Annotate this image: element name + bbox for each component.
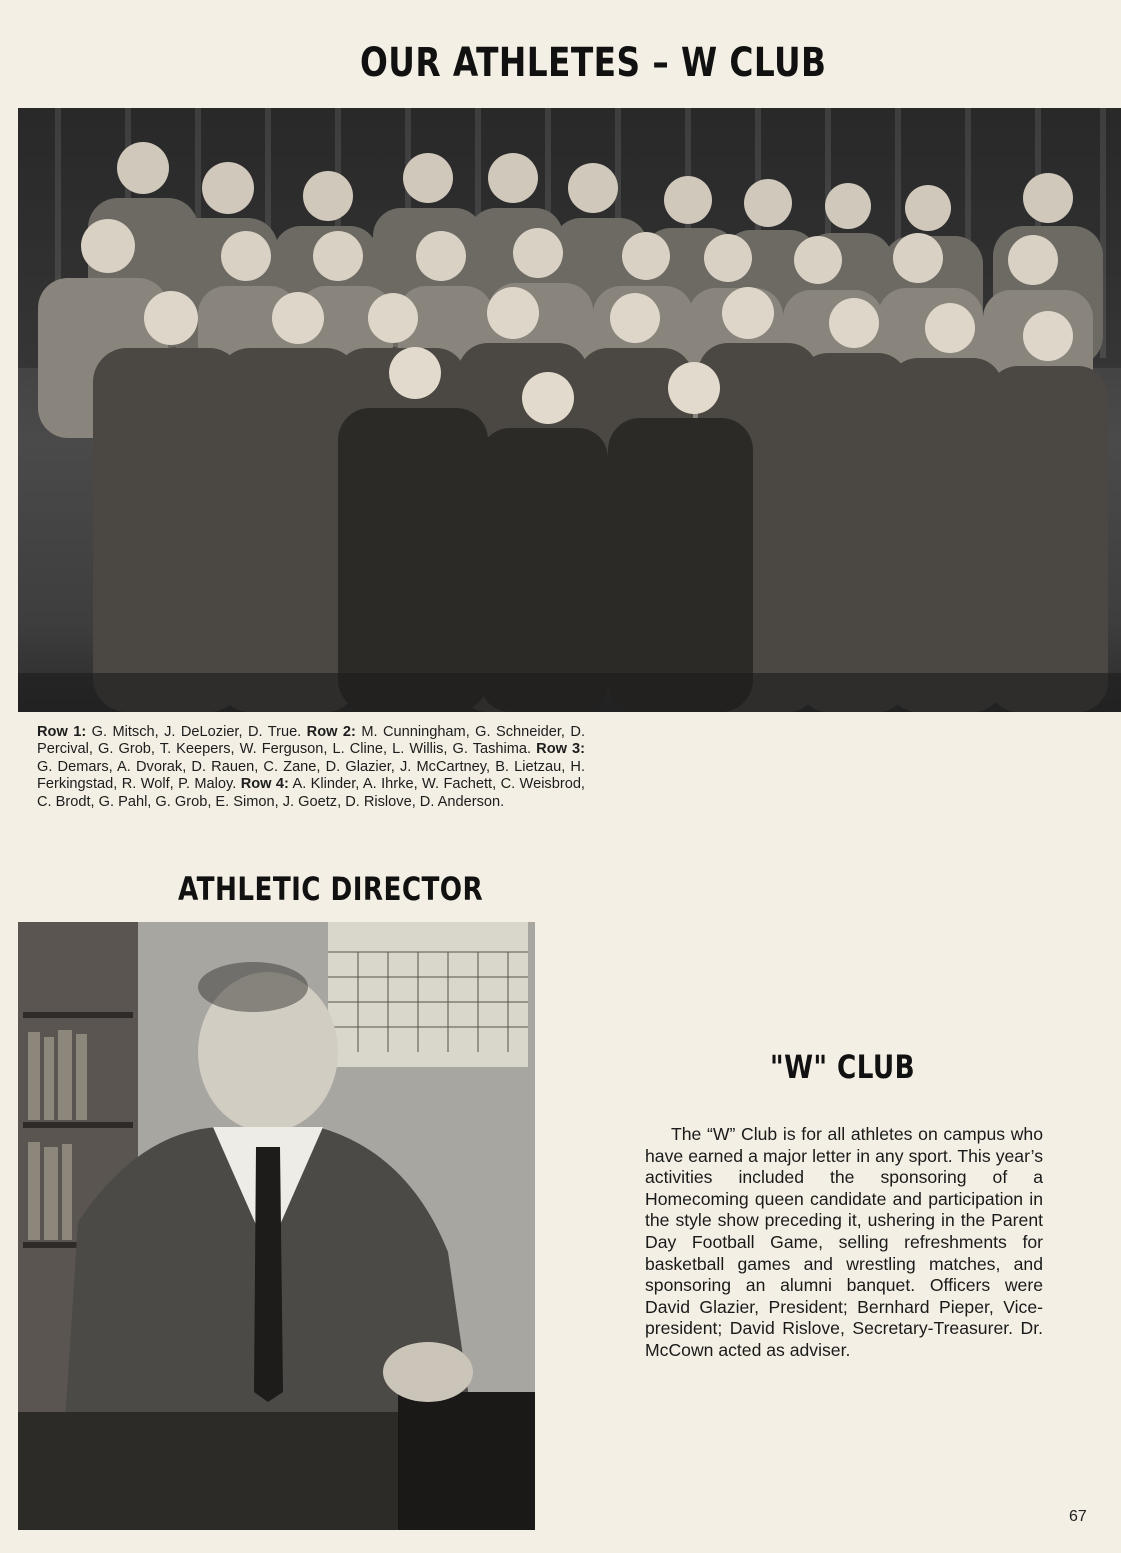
- caption-row-4-label: Row 4:: [240, 776, 289, 793]
- page-title: OUR ATHLETES – W CLUB: [360, 40, 827, 86]
- w-club-heading: "W" CLUB: [770, 1048, 916, 1086]
- team-photo-illustration: [18, 108, 1121, 712]
- w-club-description: The “W” Club is for all athletes on campus who have earned a major letter in any sport. This year’s activities included the sponsoring of a Homecoming queen candidate and participation in the style show preceding it, ushering in the Parent Day Football Game, selling refreshments for basketball games and wrestling matches, and sponsoring an alumni banquet. Officers were David Glazier, President; Bernhard Pieper, Vice-president; David Rislove, Secretary-Treasurer. Dr. McCown acted as adviser.: [645, 1124, 1043, 1360]
- caption-row-1-names: G. Mitsch, J. DeLozier, D. True.: [86, 724, 307, 740]
- page-number: 67: [1069, 1508, 1087, 1525]
- athletic-director-heading: ATHLETIC DIRECTOR: [178, 870, 484, 908]
- caption-row-3-label: Row 3:: [536, 741, 585, 758]
- caption-row-4-names: A. Klinder, A. Ihrke, W. Fachett, C. Weisbrod, C. Brodt, G. Pahl, G. Grob, E. Simon, J. Goetz, D. Rislove, D. Anderson.: [37, 776, 585, 810]
- caption-row-1-label: Row 1:: [37, 724, 87, 740]
- team-group-photo: [18, 108, 1121, 712]
- caption-row-3-names: G. Demars, A. Dvorak, D. Rauen, C. Zane, D. Glazier, J. McCartney, B. Lietzau, H. Ferkingstad, R. Wolf, P. Maloy.: [37, 758, 585, 793]
- team-photo-caption: [37, 724, 585, 811]
- athletic-director-photo: [18, 922, 535, 1530]
- caption-row-2-label: Row 2:: [306, 724, 356, 740]
- caption-row-2-names: M. Cunningham, G. Schneider, D. Percival, G. Grob, T. Keepers, W. Ferguson, L. Cline, L. Willis, G. Tashima.: [37, 724, 585, 758]
- director-photo-illustration: [18, 922, 535, 1530]
